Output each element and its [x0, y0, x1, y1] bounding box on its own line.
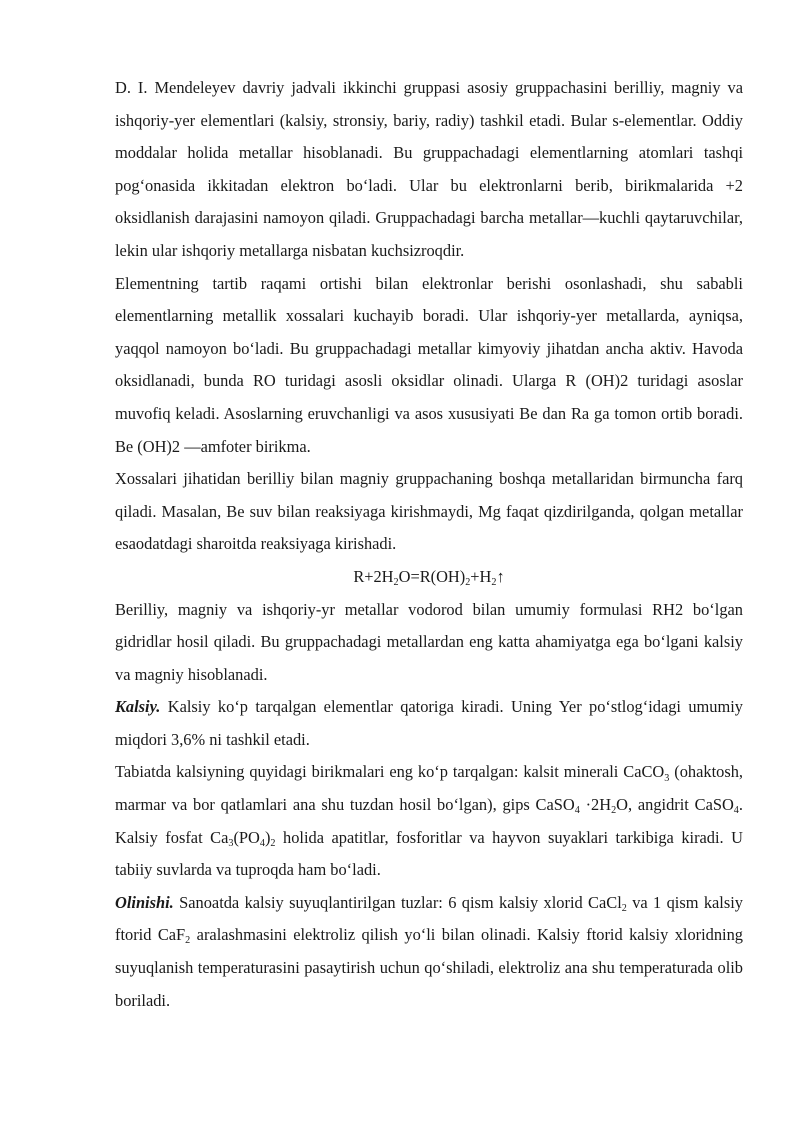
- paragraph-calcium-compounds: Tabiatda kalsiyning quyidagi birikmalari eng ko‘p tarqalgan: kalsit minerali CaCO$_3$ (ohaktosh, marmar va bor qatlamlari ana shu tuzdan hosil bo‘lgan), gips CaSO$_4$ $\cdot 2H_2O$, angidrit CaSO$_4$. Kalsiy fosfat $Ca_3(PO_4)_2$ holida apatitlar, fosforitlar va hayvon suyaklari tarkibiga kiradi. U tabiiy suvlarda va tuproqda ham bo‘ladi.: [115, 762, 744, 880]
- paragraph-hydrides: Berilliy, magniy va ishqoriy-yr metallar vodorod bilan umumiy formulasi RH2 bo‘lgan gidridlar hosil qiladi. Bu gruppachadagi metallardan eng katta ahamiyatga ega bo‘lgani kalsiy va magniy hisoblanadi.: [115, 599, 743, 684]
- paragraph-intro: D. I. Mendeleyev davriy jadvali ikkinchi gruppasi asosiy gruppachasini berilliy, magniy va ishqoriy-yer elementlari (kalsiy, stronsiy, bariy, radiy) tashkil etadi. Bular s-elementlar. Oddiy moddalar holida metallar hisoblanadi. Bu gruppachadagi elementlarning atomlari tashqi pog‘onasida ikkitadan elektron bo‘ladi. Ular bu elektronlarni berib, birikmalarida +2 oksidlanish darajasini namoyon qiladi. Gruppachadagi barcha metallar—kuchli qaytaruvchilar, lekin ular ishqoriy metallarga nisbatan kuchsizroqdir.: [115, 78, 743, 260]
- paragraph-production: Olinishi. Sanoatda kalsiy suyuqlantirilgan tuzlar: 6 qism kalsiy xlorid CaCl$_2$ va 1 qism kalsiy ftorid CaF$_2$ aralashmasini elektroliz qilish yo‘li bilan olinadi. Kalsiy ftorid kalsiy xloridning suyuqlanish temperaturasini pasaytirish uchun qo‘shiladi, elektroliz ana shu temperaturada olib boriladi.: [115, 892, 743, 1010]
- section-heading-calcium: Kalsiy.: [115, 697, 161, 717]
- reaction-equation: $R+2H_2O=R(OH)_2+H_2↑$: [353, 566, 505, 588]
- section-heading-production: Olinishi.: [115, 892, 174, 912]
- paragraph-metallic-properties: Elementning tartib raqami ortishi bilan elektronlar berishi osonlashadi, shu sababli elementlarning metallik xossalari kuchayib boradi. Ular ishqoriy-yer metallarda, ayniqsa, yaqqol namoyon bo‘ladi. Bu gruppachadagi metallar kimyoviy jihatdan ancha aktiv. Havoda oksidlanadi, bunda RO turidagi asosli oksidlar olinadi. Ularga R (OH)2 turidagi asoslar muvofiq keladi. Asoslarning eruvchanligi va asos xususiyati Be dan Ra ga tomon ortib boradi. Be (OH)2 —amfoter birikma.: [115, 273, 743, 456]
- paragraph-calcium: Kalsiy. Kalsiy ko‘p tarqalgan elementlar qatoriga kiradi. Uning Yer po‘stlog‘idagi umumiy miqdori 3,6% ni tashkil etadi.: [115, 697, 743, 749]
- paragraph-be-mg-differences: Xossalari jihatidan berilliy bilan magniy gruppachaning boshqa metallaridan birmuncha farq qiladi. Masalan, Be suv bilan reaksiyaga kirishmaydi, Mg faqat qizdirilganda, qolgan metallar esaodatdagi sharoitda reaksiyaga kirishadi.: [115, 469, 743, 554]
